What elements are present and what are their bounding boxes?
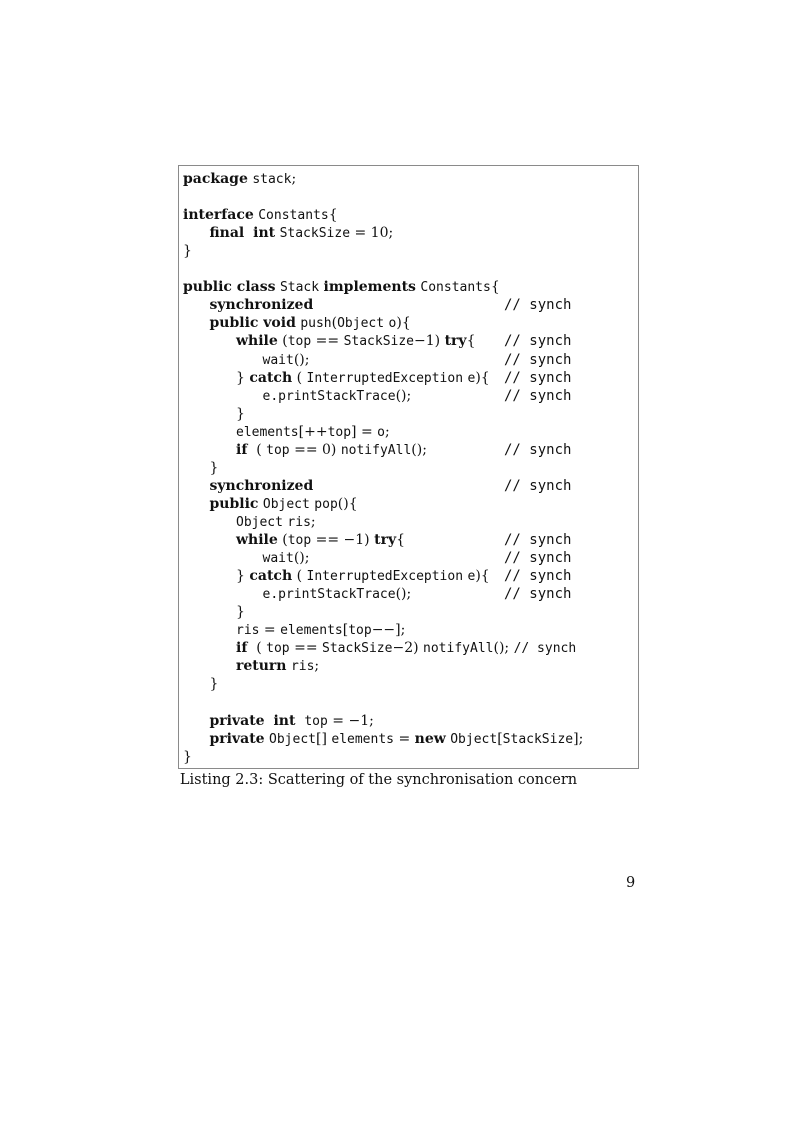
identifier: // synch [513,641,577,657]
identifier: top [287,533,312,548]
code-text: } [236,604,245,621]
code-line [236,657,319,675]
code-text: } [209,676,219,693]
code-line [236,567,490,585]
identifier: ris [236,623,260,639]
code-text: (); [293,550,310,567]
keyword: public class [183,279,276,296]
keyword: implements [323,279,416,296]
keyword: public [209,495,259,512]
code-line [236,603,245,621]
synch-comment: // synch [504,532,572,548]
code-line [236,423,390,441]
code-text: [ [342,622,349,639]
identifier: top [304,713,328,729]
code-text: (); [293,351,310,368]
synch-comment: // synch [504,550,572,567]
code-text: ; [291,171,297,187]
code-text: == [311,333,344,350]
code-line [236,513,316,531]
keyword: if [236,441,248,458]
code-text: (); [395,586,412,603]
code-listing [178,165,639,769]
identifier: stack [252,172,292,187]
identifier: Object [450,731,498,747]
code-text: ( [331,315,338,332]
synch-comment: // synch [504,477,572,494]
keyword: synchronized [209,297,314,314]
identifier: top [348,623,372,639]
identifier: elements [236,424,299,440]
keyword: if [236,640,248,657]
identifier: StackSize [343,334,415,350]
code-line [263,549,310,567]
code-line [210,224,394,242]
identifier: wait [262,551,294,567]
code-line [210,477,314,495]
code-text: ( [247,640,267,657]
code-text: −−]; [371,622,406,639]
code-text: (); [493,640,514,657]
identifier: ris [290,659,315,675]
identifier: elements [331,731,394,747]
code-text: [] [316,730,332,747]
code-text: } [236,405,245,422]
identifier: StackSize [279,226,351,242]
identifier: top [266,641,290,657]
synch-comment: // synch [504,568,572,585]
identifier: elements [280,623,343,639]
code-text: (){ [337,495,358,512]
keyword: int [253,225,276,242]
code-text: { [490,279,500,296]
keyword: private [209,712,265,729]
keyword: try [374,532,397,548]
keyword: final [209,225,245,242]
code-text: = 10; [350,225,394,242]
code-text: == −1) [311,532,375,548]
code-line [210,675,219,693]
code-text: } [236,369,250,386]
code-text: ( [247,441,267,458]
code-line [236,621,405,639]
code-text: = −1; [327,712,374,729]
code-text: ( [292,568,307,585]
code-text: ){ [475,568,490,585]
code-line [183,278,500,296]
identifier: notifyAll [340,442,412,458]
code-text: ; [310,513,316,530]
keyword: int [273,712,296,729]
keyword: while [236,333,278,350]
code-line [183,748,192,766]
identifier: o [377,424,385,440]
code-text: (); [395,387,412,404]
code-text: ){ [475,369,490,386]
keyword: private [209,730,265,747]
identifier: Object [236,514,283,530]
synch-comment: // synch [504,387,572,404]
code-line [236,639,576,657]
code-line [183,242,192,260]
code-text: (); [411,441,427,458]
identifier: Object [269,731,316,747]
identifier: push [300,316,332,332]
identifier: notifyAll [423,641,494,657]
identifier: e [467,569,476,585]
keyword: public void [209,315,296,332]
synch-comment: // synch [504,441,572,458]
code-text: == 0) [289,441,341,458]
code-line [263,585,412,603]
identifier: e.printStackTrace [262,587,396,603]
synch-comment: // synch [504,297,572,314]
code-line [183,206,338,224]
code-text: = [259,622,281,639]
keyword: catch [249,568,293,585]
identifier: e.printStackTrace [262,388,396,404]
code-text: ]; [573,730,584,747]
keyword: while [236,532,278,548]
code-line [263,351,310,369]
identifier: StackSize [502,731,574,747]
code-line [210,730,584,748]
code-line [236,332,475,350]
identifier: Constants [420,280,491,296]
identifier: StackSize [322,641,393,657]
code-line [210,495,358,513]
identifier: o [388,316,397,332]
code-text: { [328,207,338,224]
keyword: package [183,171,248,187]
code-line [236,369,490,387]
code-text: } [183,748,192,765]
code-text: } [209,459,219,476]
keyword: try [444,333,467,350]
code-text: −1) [414,333,445,350]
code-line [210,459,219,477]
code-text: } [236,568,250,585]
code-line [210,314,411,332]
code-text: [++ [298,423,328,440]
code-text: −2) [392,640,424,657]
code-text: [ [497,730,503,747]
code-text: { [466,333,476,350]
code-text: ( [277,532,288,548]
keyword: interface [183,207,254,224]
identifier: e [467,370,476,386]
identifier: ris [287,514,311,530]
synch-comment: // synch [504,333,572,350]
code-text: ; [314,658,320,675]
code-text: ; [384,423,390,440]
code-text: = [394,730,415,747]
identifier: Constants [258,208,329,224]
code-text [244,225,253,241]
code-text: ] = [351,423,378,440]
code-line [183,170,296,188]
code-text: { [396,532,406,548]
keyword: catch [249,369,293,386]
code-text: ){ [396,315,411,332]
identifier: top [327,424,352,440]
identifier: top [266,442,290,458]
identifier: wait [262,352,294,368]
identifier: Object [262,496,310,512]
code-text: ( [277,333,288,350]
keyword: new [414,730,446,747]
code-line [210,296,314,314]
listing-caption: Listing 2.3: Scattering of the synchronisation concern [179,772,578,788]
keyword: synchronized [209,477,314,494]
identifier: pop [314,496,338,512]
code-text: ( [292,369,307,386]
identifier: top [287,334,312,350]
synch-comment: // synch [504,351,572,368]
synch-comment: // synch [504,369,572,386]
code-text: == [289,640,323,657]
page-number: 9 [626,875,636,891]
code-line [236,405,245,423]
keyword: return [236,658,287,675]
code-line [210,712,374,730]
code-text: } [183,243,192,260]
code-line [236,441,427,459]
identifier: InterruptedException [306,569,464,585]
identifier: Stack [279,280,320,296]
synch-comment: // synch [504,586,572,603]
identifier: InterruptedException [306,370,464,386]
code-line [263,387,412,405]
identifier: Object [337,316,385,332]
code-line [236,531,405,549]
